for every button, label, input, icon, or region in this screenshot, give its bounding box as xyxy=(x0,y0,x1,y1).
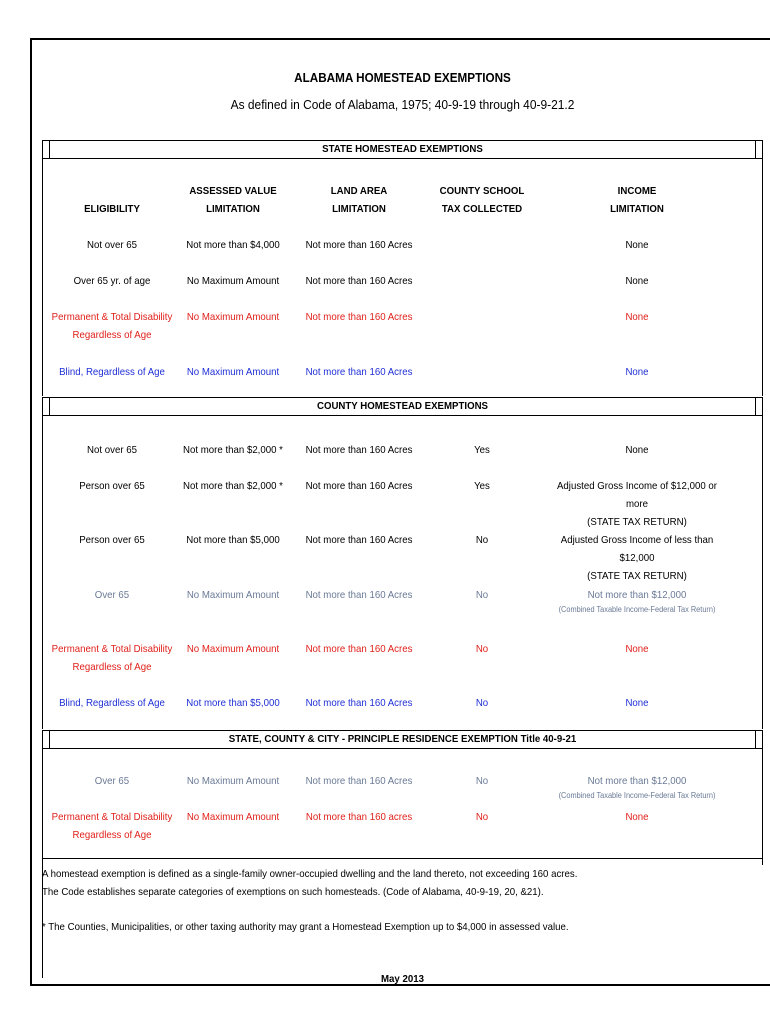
cell-eligibility: Blind, Regardless of Age xyxy=(59,697,165,709)
cell-income: Adjusted Gross Income of $12,000 or more (STATE TAX RETURN) xyxy=(556,480,718,528)
cell-land: Not more than 160 Acres xyxy=(305,775,413,787)
cell-assessed: Not more than $5,000 xyxy=(186,697,280,709)
section-title-state: STATE HOMESTEAD EXEMPTIONS xyxy=(322,143,483,155)
document-date: May 2013 xyxy=(381,973,424,985)
document-page xyxy=(30,38,770,986)
divider xyxy=(42,858,763,859)
cell-eligibility: Over 65 xyxy=(94,775,130,787)
cell-income: None xyxy=(625,366,649,378)
cell-eligibility: Over 65 xyxy=(94,589,130,601)
cell-assessed: No Maximum Amount xyxy=(186,775,280,787)
cell-income: None xyxy=(625,444,649,456)
cell-income: None xyxy=(625,311,649,323)
cell-land: Not more than 160 Acres xyxy=(305,311,413,323)
cell-assessed: No Maximum Amount xyxy=(186,275,280,287)
left-rule xyxy=(42,415,43,729)
header-income: INCOME LIMITATION xyxy=(610,185,664,215)
cell-eligibility: Blind, Regardless of Age xyxy=(59,366,165,378)
left-rule xyxy=(42,748,43,865)
cell-assessed: No Maximum Amount xyxy=(186,311,280,323)
cell-eligibility: Permanent & Total Disability Regardless of Age xyxy=(51,643,173,673)
cell-land: Not more than 160 Acres xyxy=(305,275,413,287)
cell-assessed: No Maximum Amount xyxy=(186,643,280,655)
cell-school: No xyxy=(475,775,489,787)
cell-assessed: No Maximum Amount xyxy=(186,811,280,823)
cell-school: No xyxy=(475,534,489,546)
cell-assessed: Not more than $2,000 * xyxy=(183,444,283,456)
cell-land: Not more than 160 Acres xyxy=(305,239,413,251)
right-rule xyxy=(762,415,763,729)
cell-land: Not more than 160 Acres xyxy=(305,444,413,456)
header-assessed: ASSESSED VALUE LIMITATION xyxy=(189,185,277,215)
cell-income: Adjusted Gross Income of less than $12,000 (STATE TAX RETURN) xyxy=(560,534,714,582)
cell-income: None xyxy=(625,275,649,287)
section-title-county: COUNTY HOMESTEAD EXEMPTIONS xyxy=(316,400,489,412)
cell-land: Not more than 160 Acres xyxy=(305,643,413,655)
cell-land: Not more than 160 Acres xyxy=(305,534,413,546)
section-header-state xyxy=(42,140,763,159)
section-header-city xyxy=(42,730,763,749)
cell-land: Not more than 160 acres xyxy=(305,811,413,823)
cell-land: Not more than 160 Acres xyxy=(305,480,413,492)
cell-eligibility: Not over 65 xyxy=(87,239,137,251)
cell-school: No xyxy=(475,643,489,655)
cell-eligibility: Over 65 yr. of age xyxy=(73,275,151,287)
cell-school: Yes xyxy=(474,444,490,456)
cell-school: No xyxy=(475,697,489,709)
cell-assessed: Not more than $4,000 xyxy=(186,239,280,251)
cell-land: Not more than 160 Acres xyxy=(305,697,413,709)
header-eligibility: ELIGIBILITY xyxy=(84,203,140,215)
cell-land: Not more than 160 Acres xyxy=(305,366,413,378)
document-subtitle: As defined in Code of Alabama, 1975; 40-9-19 through 40-9-21.2 xyxy=(230,97,575,112)
right-rule xyxy=(762,158,763,396)
right-rule xyxy=(762,748,763,865)
document-title: ALABAMA HOMESTEAD EXEMPTIONS xyxy=(294,70,511,85)
cell-school: Yes xyxy=(474,480,490,492)
cell-income: None xyxy=(625,239,649,251)
cell-eligibility: Permanent & Total Disability Regardless of Age xyxy=(51,811,173,841)
section-header-county xyxy=(42,397,763,416)
cell-income: Not more than $12,000 (Combined Taxable Income-Federal Tax Return) xyxy=(558,775,716,800)
cell-eligibility: Person over 65 xyxy=(79,480,145,492)
cell-school: No xyxy=(475,589,489,601)
cell-income: None xyxy=(625,811,649,823)
cell-income: None xyxy=(625,697,649,709)
section-title-city: STATE, COUNTY & CITY - PRINCIPLE RESIDENCE EXEMPTION Title 40-9-21 xyxy=(228,733,577,745)
cell-assessed: No Maximum Amount xyxy=(186,589,280,601)
cell-eligibility: Person over 65 xyxy=(79,534,145,546)
cell-school: No xyxy=(475,811,489,823)
cell-assessed: No Maximum Amount xyxy=(186,366,280,378)
cell-assessed: Not more than $5,000 xyxy=(186,534,280,546)
notes-definition: A homestead exemption is defined as a single-family owner-occupied dwelling and the land thereto, not exceeding 160 acres. The Code establishes separate categories of exemptions on such homesteads. (Code of Alabama, 40-9-19, 20, &21). xyxy=(42,868,578,898)
notes-footnote: * The Counties, Municipalities, or other taxing authority may grant a Homestead Exemption up to $4,000 in assessed value. xyxy=(42,921,569,933)
header-school: COUNTY SCHOOL TAX COLLECTED xyxy=(439,185,525,215)
cell-income: None xyxy=(625,643,649,655)
cell-land: Not more than 160 Acres xyxy=(305,589,413,601)
cell-eligibility: Permanent & Total Disability Regardless of Age xyxy=(51,311,173,341)
cell-eligibility: Not over 65 xyxy=(87,444,137,456)
header-land: LAND AREA LIMITATION xyxy=(330,185,388,215)
cell-income: Not more than $12,000 (Combined Taxable Income-Federal Tax Return) xyxy=(558,589,716,614)
left-rule xyxy=(42,158,43,396)
cell-assessed: Not more than $2,000 * xyxy=(183,480,283,492)
